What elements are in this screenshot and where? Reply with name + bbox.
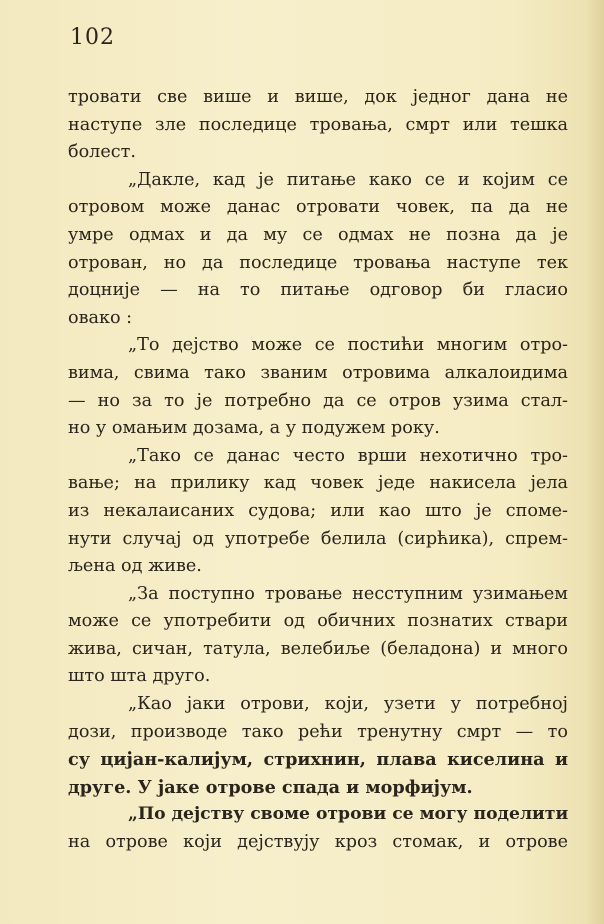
text-line: „Као јаки отрови, који, узети у потребној bbox=[128, 694, 568, 715]
text-line: су цијан-калијум, стрихнин, плава киселина и bbox=[68, 749, 568, 771]
text-line: жива, сичан, татула, велебиље (беладона) и много bbox=[68, 638, 568, 659]
text-line: вање; на прилику кад човек једе накисела јела bbox=[68, 473, 568, 494]
text-line: дози, производе тако рећи тренутну смрт — то bbox=[68, 721, 568, 742]
text-line: умре одмах и да му се одмах не позна да је bbox=[68, 224, 568, 245]
text-line: наступе зле последице тровања, смрт или тешка bbox=[68, 114, 568, 135]
text-line: овако : bbox=[68, 307, 133, 328]
page-number: 102 bbox=[70, 25, 115, 50]
text-line: „Тако се данас често врши нехотично тро- bbox=[128, 445, 568, 466]
text-line: — но за то је потребно да се отров узима стал- bbox=[68, 390, 568, 411]
text-line: из некалаисаних судова; или као што је споме- bbox=[68, 500, 568, 521]
text-line: друге. У јаке отрове спада и морфијум. bbox=[68, 776, 473, 798]
text-line: отровом може данас отровати човек, па да не bbox=[68, 197, 568, 218]
body-text bbox=[68, 84, 568, 857]
text-line: отрован, но да последице тровања наступе тек bbox=[68, 252, 568, 273]
text-line: може се употребити од обичних познатих ствари bbox=[68, 611, 568, 632]
text-line: „Дакле, кад је питање како се и којим се bbox=[128, 169, 568, 190]
text-line: нути случај од употребе белила (сирћика), спрем- bbox=[68, 528, 568, 549]
text-line: но у омањим дозама, а у подужем року. bbox=[68, 418, 440, 439]
text-line: љена од живе. bbox=[68, 556, 202, 577]
text-line: вима, свима тако званим отровима алкалоидима bbox=[68, 362, 568, 383]
text-line: „То дејство може се постићи многим отро- bbox=[128, 335, 568, 356]
text-line: доцније — на то питање одговор би гласио bbox=[68, 280, 568, 301]
page-edge-shadow bbox=[586, 0, 604, 924]
text-line: на отрове који дејствују кроз стомак, и отрове bbox=[68, 832, 568, 853]
text-line: тровати све више и више, док једног дана не bbox=[68, 87, 568, 107]
text-line: болест. bbox=[68, 142, 136, 163]
text-line: „По дејству своме отрови се могу поделити bbox=[128, 804, 569, 825]
text-line: „За поступно тровање несступним узимањем bbox=[128, 583, 568, 604]
text-line: што шта друго. bbox=[68, 666, 211, 687]
